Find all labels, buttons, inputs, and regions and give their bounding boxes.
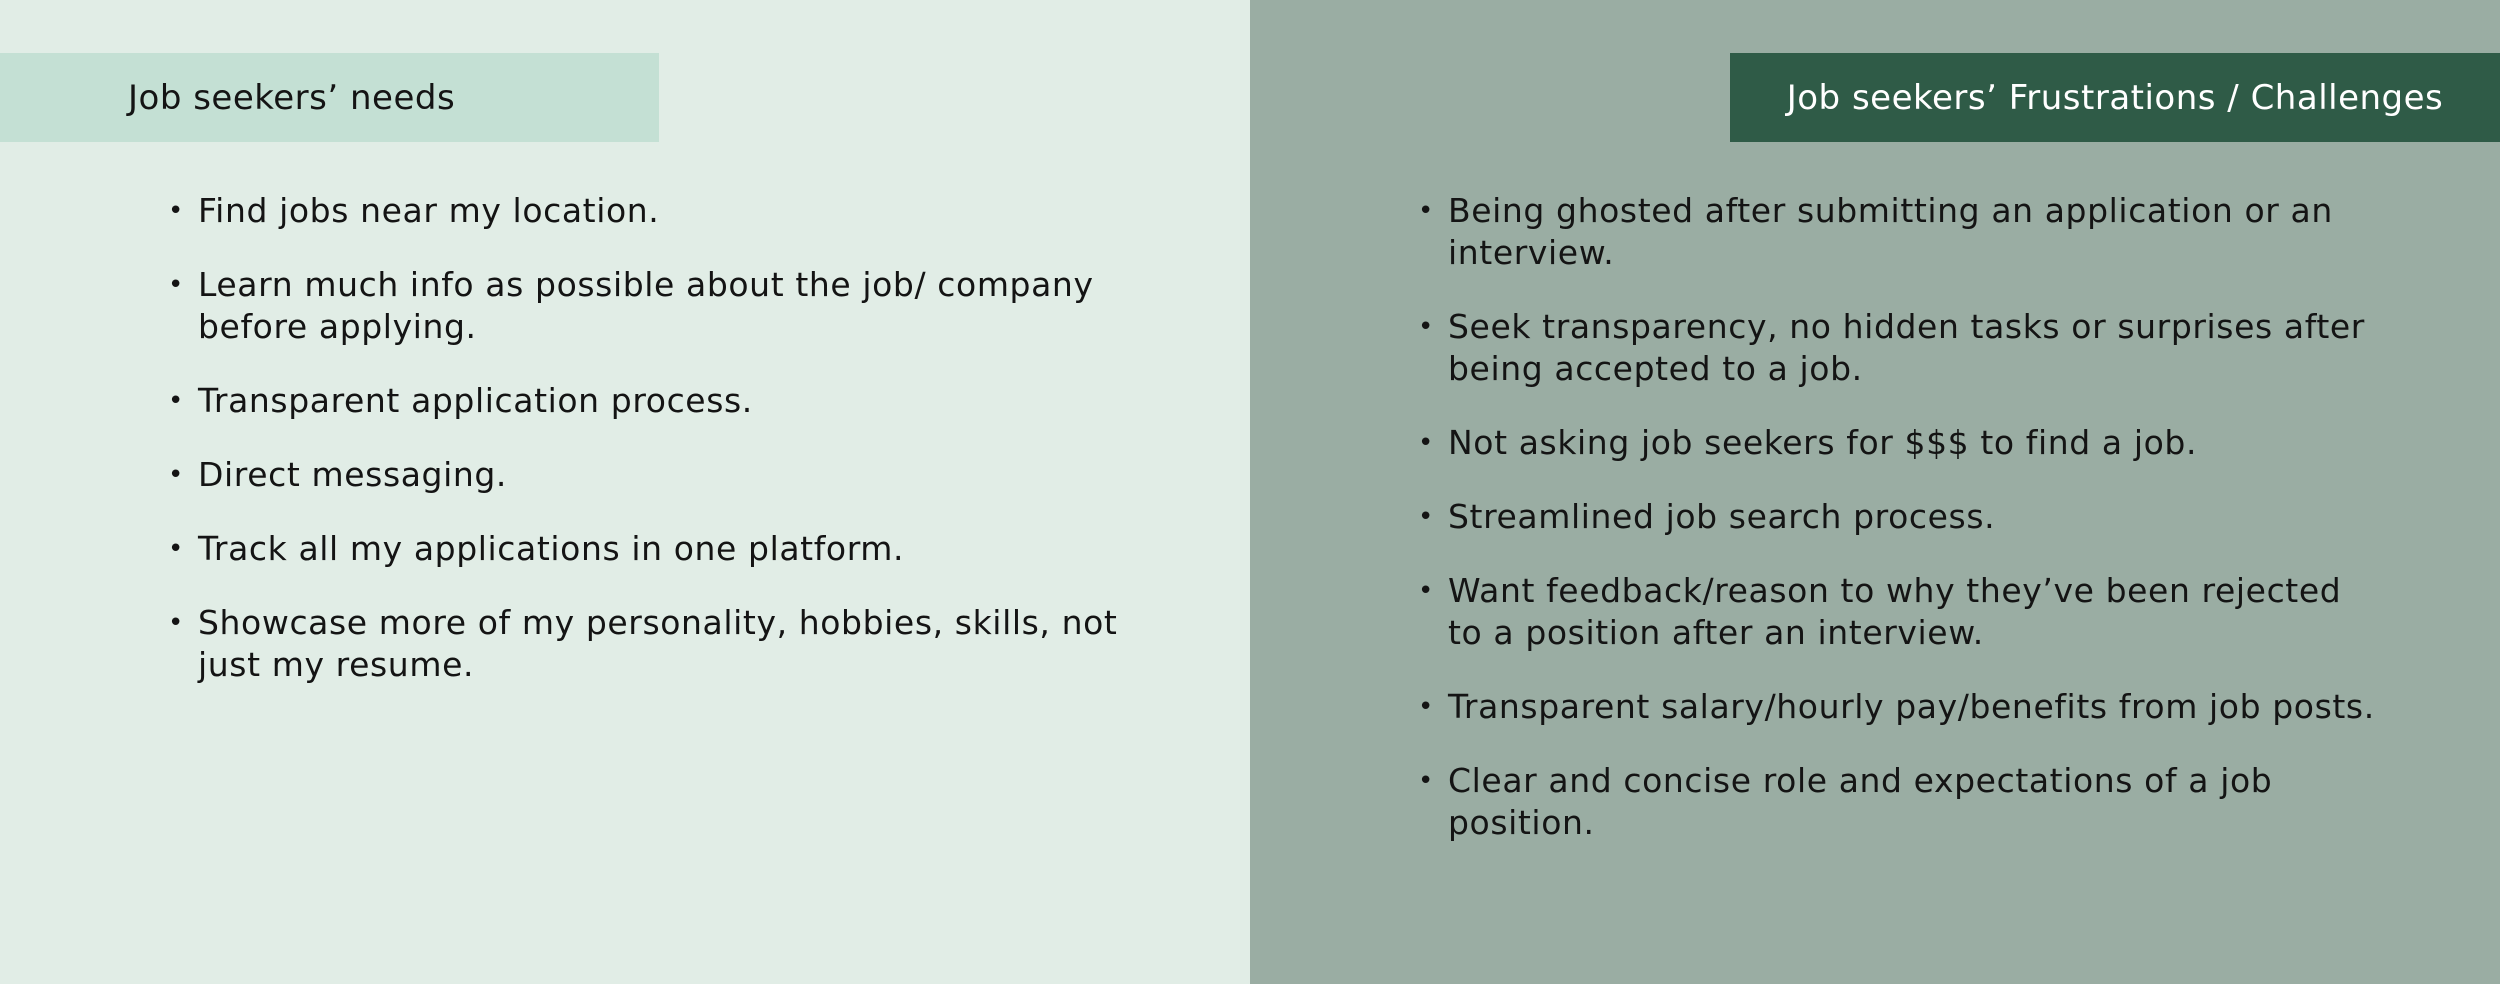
list-item: • Transparent salary/hourly pay/benefits from job posts.: [1418, 687, 2375, 726]
list-item: • Direct messaging.: [168, 455, 508, 494]
bullet-icon: •: [168, 386, 184, 416]
list-item: • Learn much info as possible about the job/ company before applying.: [168, 265, 1094, 346]
needs-list: [168, 190, 1128, 718]
bullet-icon: •: [1418, 196, 1434, 226]
list-item: • Find jobs near my location.: [168, 191, 660, 230]
needs-title: Job seekers’ needs: [128, 77, 456, 118]
bullet-icon: •: [1418, 312, 1434, 342]
bullet-icon: •: [1418, 428, 1434, 458]
frustrations-title: Job seekers’ Frustrations / Challenges: [1786, 77, 2444, 118]
list-item: • Transparent application process.: [168, 381, 753, 420]
list-item: • Want feedback/reason to why they’ve been rejected to a position after an interview.: [1418, 571, 2342, 652]
list-item: • Being ghosted after submitting an application or an interview.: [1418, 191, 2333, 272]
list-item: • Track all my applications in one platform.: [168, 529, 905, 568]
list-item: • Streamlined job search process.: [1418, 497, 1996, 536]
list-item: • Not asking job seekers for $$$ to find a job.: [1418, 423, 2198, 462]
bullet-icon: •: [168, 608, 184, 638]
bullet-icon: •: [168, 270, 184, 300]
bullet-icon: •: [1418, 692, 1434, 722]
bullet-icon: •: [1418, 502, 1434, 532]
frustrations-panel: [1250, 0, 2500, 984]
list-item: • Showcase more of my personality, hobbies, skills, not just my resume.: [168, 603, 1118, 684]
bullet-icon: •: [1418, 766, 1434, 796]
frustrations-list: [1418, 190, 2378, 876]
needs-header: [0, 53, 659, 142]
frustrations-header: [1730, 53, 2500, 142]
bullet-icon: •: [168, 460, 184, 490]
list-item: • Seek transparency, no hidden tasks or surprises after being accepted to a job.: [1418, 307, 2365, 388]
bullet-icon: •: [168, 196, 184, 226]
bullet-icon: •: [1418, 576, 1434, 606]
bullet-icon: •: [168, 534, 184, 564]
list-item: • Clear and concise role and expectations of a job position.: [1418, 761, 2273, 842]
